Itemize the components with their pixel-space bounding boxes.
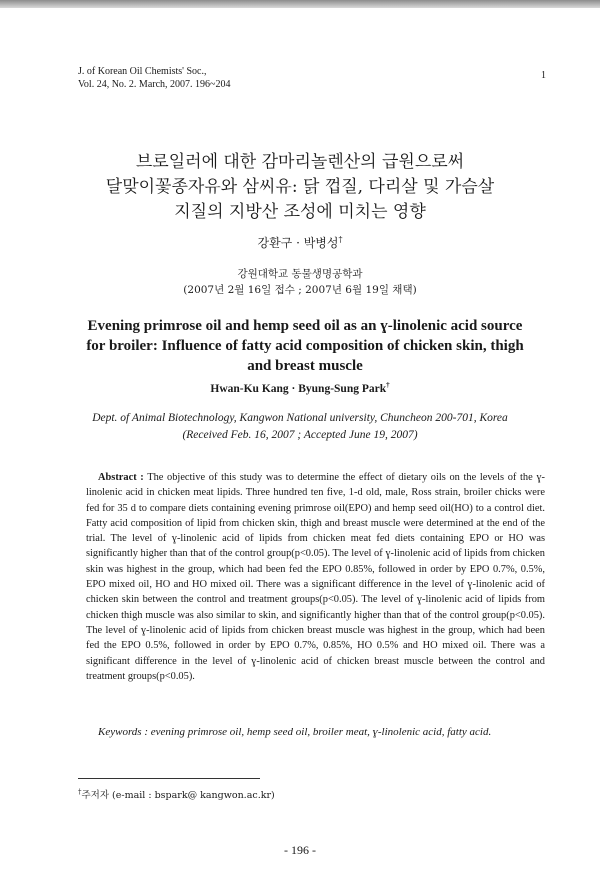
korean-author-mark: † [338, 235, 343, 244]
scan-top-edge [0, 0, 600, 8]
english-author-names: Hwan-Ku Kang · Byung-Sung Park [210, 382, 387, 395]
english-title-line-3: and breast muscle [247, 358, 363, 374]
korean-title-line-1: 브로일러에 대한 감마리놀렌산의 급원으로써 [135, 152, 465, 172]
footnote [78, 787, 275, 801]
korean-author-names: 강환구 · 박병성 [257, 236, 339, 250]
korean-dates: (2007년 2월 16일 접수 ; 2007년 6월 19일 채택) [183, 284, 417, 296]
journal-header [78, 65, 230, 91]
english-authors [0, 381, 600, 395]
english-affiliation-block [0, 410, 600, 444]
korean-title [40, 150, 560, 225]
footnote-mark: † [78, 787, 82, 796]
journal-name: J. of Korean Oil Chemists' Soc., [78, 66, 207, 77]
footnote-divider [78, 778, 260, 779]
footnote-text: 주저자 (e-mail : bspark@ kangwon.ac.kr) [81, 790, 275, 801]
korean-authors [0, 234, 600, 251]
korean-title-line-2: 달맞이꽃종자유와 삼씨유: 닭 껍질, 다리살 및 가슴살 [105, 177, 495, 197]
header-page-number: 1 [541, 70, 546, 81]
korean-title-line-3: 지질의 지방산 조성에 미치는 영향 [174, 202, 426, 222]
english-dates: (Received Feb. 16, 2007 ; Accepted June 19, 2007) [182, 429, 418, 441]
abstract [86, 470, 545, 684]
keywords: Keywords : evening primrose oil, hemp seed oil, broiler meat, ɣ-linolenic acid, fatty acid. [98, 726, 492, 738]
journal-volume: Vol. 24, No. 2. March, 2007. 196~204 [78, 79, 231, 90]
english-title-line-2: for broiler: Influence of fatty acid composition of chicken skin, thigh [86, 338, 524, 354]
abstract-text: The objective of this study was to determine the effect of dietary oils on the levels of the ɣ-linolenic acid in chicken meat lipids. Three hundred ten five, 1-d old, male, Ross strain, broiler chicks were fed for 35 d to compare diets containing evening primrose oil(EPO) and hemp seed oil(HO) to a control diet. Fatty acid composition of lipid from chicken skin, thigh and breast muscle were determined at the end of the trial. The level of ɣ-linolenic acid of lipids from chicken meat fed diets containing EPO or HO was significantly higher than that of the control group(p<0.05). The level of ɣ-linolenic acid of lipids from chicken skin was highest in the group, which had been fed the EPO 0.85%, followed in order by EPO 0.7%, 0.5%, EPO mixed oil, HO and HO mixed oil. There was a significant difference in the level of ɣ-linolenic acid of chicken skin between the control and treatment groups(p<0.05). The level of ɣ-linolenic acid of lipids from chicken thigh muscle was also similar to skin, and significantly higher than that of the control group(p<0.05). The level of ɣ-linolenic acid of lipids from chicken breast muscle was highest in the group, which had been fed the EPO 0.5%, followed in order by EPO 0.7%, 0.85%, HO 0.5% and HO mixed oil. There was a significant difference in the level of ɣ-linolenic acid of chicken breast muscle between the control and treatment groups(p<0.05). [86, 472, 545, 682]
page-number: - 196 - [284, 843, 316, 857]
english-title [70, 316, 540, 376]
abstract-label: Abstract : [98, 472, 144, 483]
korean-affiliation: 강원대학교 동물생명공학과 [237, 268, 363, 280]
english-affiliation: Dept. of Animal Biotechnology, Kangwon National university, Chuncheon 200-701, Korea [92, 412, 508, 424]
english-title-line-1: Evening primrose oil and hemp seed oil as an ɣ-linolenic acid source [87, 318, 523, 334]
english-author-mark: † [386, 381, 390, 389]
korean-affiliation-block [0, 266, 600, 298]
